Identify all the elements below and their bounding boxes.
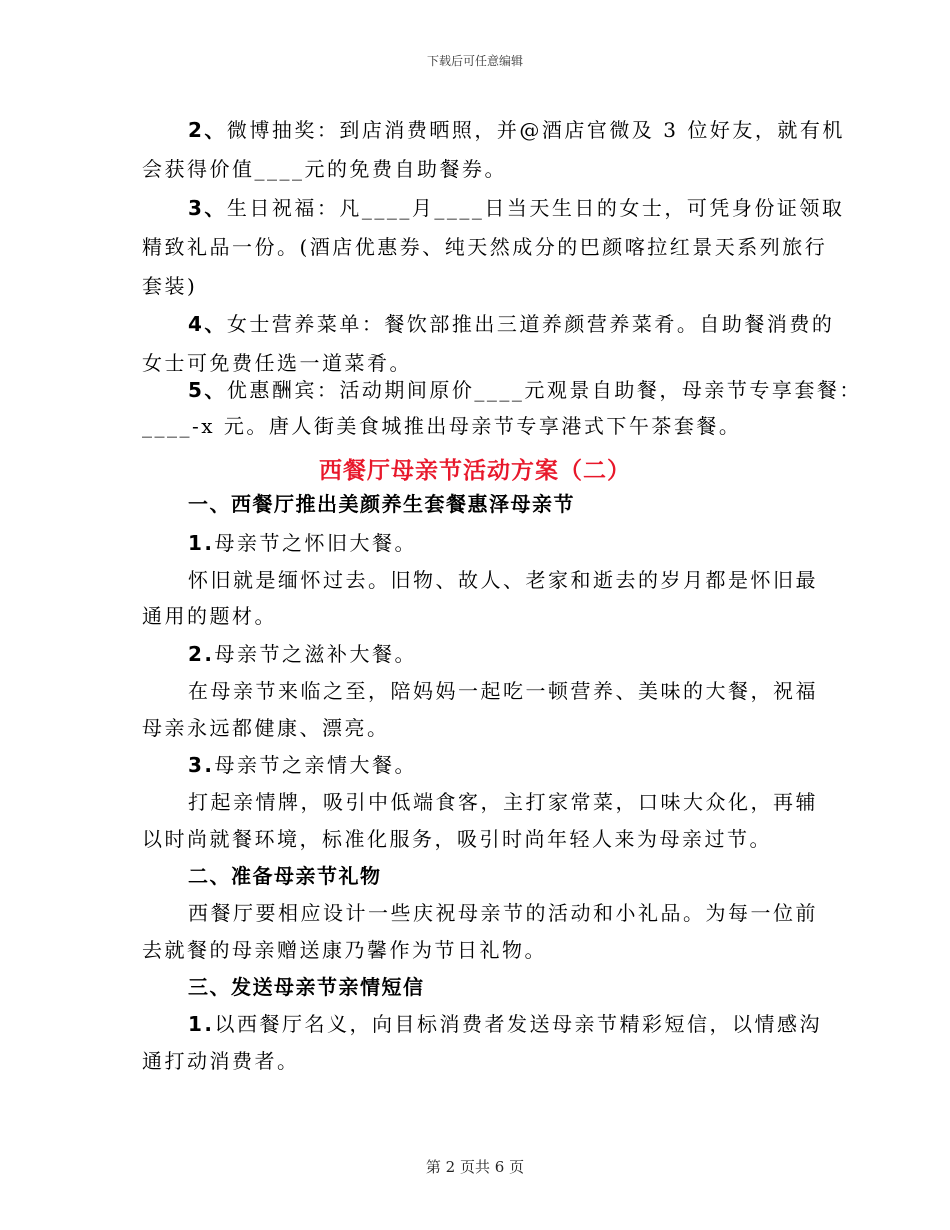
- item-number: 3.: [188, 753, 215, 777]
- item-number: 2.: [188, 642, 215, 666]
- page-footer: 第 2 页共 6 页: [425, 1158, 525, 1176]
- section-title: 西餐厅母亲节活动方案（二）: [319, 457, 631, 484]
- text-line: 女士可免费任选一道菜肴。: [142, 351, 412, 375]
- text-line: 在母亲节来临之至，陪妈妈一起吃一顿营养、美味的大餐，祝福: [188, 679, 818, 703]
- text-line: 精致礼品一份。(酒店优惠券、纯天然成分的巴颜喀拉红景天系列旅行: [142, 235, 828, 259]
- list-item: [188, 1012, 822, 1036]
- item-number: 1.: [188, 531, 215, 555]
- item-text: 母亲节之亲情大餐。: [214, 753, 418, 777]
- item-number: 5、: [188, 378, 227, 402]
- list-item: [188, 753, 417, 777]
- text-line: 通用的题材。: [142, 604, 277, 628]
- item-number: 4、: [188, 312, 227, 336]
- text-line: 以时尚就餐环境，标准化服务，吸引时尚年轻人来为母亲过节。: [142, 827, 772, 851]
- list-item: [188, 312, 834, 336]
- section-heading: 一、西餐厅推出美颜养生套餐惠泽母亲节: [188, 492, 575, 516]
- text-line: ____-x 元。唐人街美食城推出母亲节专享港式下午茶套餐。: [142, 414, 742, 438]
- text-line: 会获得价值____元的免费自助餐券。: [142, 157, 507, 181]
- item-text: 母亲节之滋补大餐。: [214, 642, 418, 666]
- text-line: 套装): [142, 274, 198, 298]
- text-line: 通打动消费者。: [142, 1049, 300, 1073]
- page-header: 下载后可任意编辑: [426, 54, 523, 68]
- item-number: 2、: [188, 118, 227, 142]
- item-text: 微博抽奖：到店消费晒照，并@酒店官微及 3 位好友，就有机: [226, 118, 845, 142]
- text-line: 母亲永远都健康、漂亮。: [142, 716, 390, 740]
- text-line: 怀旧就是缅怀过去。旧物、故人、老家和逝去的岁月都是怀旧最: [188, 568, 818, 592]
- item-text: 优惠酬宾：活动期间原价____元观景自助餐，母亲节专享套餐：: [226, 378, 862, 402]
- item-text: 以西餐厅名义，向目标消费者发送母亲节精彩短信，以情感沟: [214, 1012, 823, 1036]
- list-item: [188, 642, 417, 666]
- text-line: 去就餐的母亲赠送康乃馨作为节日礼物。: [142, 938, 547, 962]
- item-text: 母亲节之怀旧大餐。: [214, 531, 418, 555]
- list-item: [188, 378, 862, 402]
- section-heading: 三、发送母亲节亲情短信: [188, 975, 425, 999]
- item-text: 女士营养菜单：餐饮部推出三道养颜营养菜肴。自助餐消费的: [226, 312, 835, 336]
- item-number: 3、: [188, 196, 227, 220]
- list-item: [188, 118, 845, 142]
- text-line: 西餐厅要相应设计一些庆祝母亲节的活动和小礼品。为每一位前: [188, 901, 818, 925]
- item-number: 1.: [188, 1012, 215, 1036]
- list-item: [188, 531, 417, 555]
- item-text: 生日祝福：凡____月____日当天生日的女士，可凭身份证领取: [226, 196, 845, 220]
- text-line: 打起亲情牌，吸引中低端食客，主打家常菜，口味大众化，再辅: [188, 790, 818, 814]
- list-item: [188, 196, 844, 220]
- section-heading: 二、准备母亲节礼物: [188, 864, 382, 888]
